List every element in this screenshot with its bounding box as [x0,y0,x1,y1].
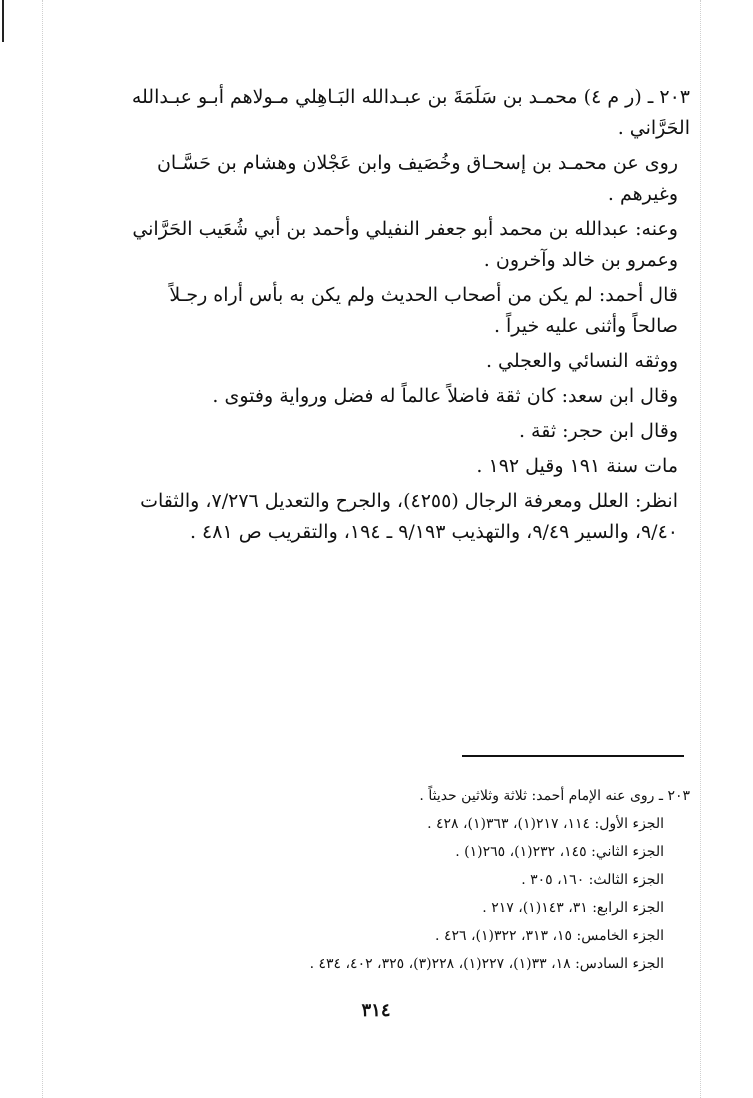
narrated-from-line: روى عن محمـد بن إسحـاق وخُصَيف وابن عَجْلان وهشام بن حَسَّـان [156,152,678,174]
narrators-line: وعمرو بن خالد وآخرون . [483,249,678,271]
entry-heading [60,82,690,144]
ahmad-opinion-line: قال أحمد: لم يكن من أصحاب الحديث ولم يكن به بأس أراه رجـلاً [169,284,678,306]
narrated-from-line: وغيرهم . [607,183,678,205]
footnote-part-line: الجزء الرابع: ٣١، ١٤٣(١)، ٢١٧ . [482,900,664,916]
footnote-separator [462,755,684,757]
nasai-opinion [60,346,690,377]
entry-heading-line: ٢٠٣ ـ (ر م ٤) محمـد بن سَلَمَةَ بن عبـدالله البَـاهِلي مـولاهم أبـو عبـدالله [131,86,690,108]
narrators [60,214,690,276]
right-dotted-border [700,0,702,1098]
references-line: انظر: العلل ومعرفة الرجال (٤٢٥٥)، والجرح والتعديل ٧/٢٧٦، والثقات [140,490,678,512]
ibn-saad-opinion [60,381,690,412]
footnote-part-line: الجزء السادس: ١٨، ٣٣(١)، ٢٢٧(١)، ٢٢٨(٣)، ٣٢٥، ٤٠٢، ٤٣٤ . [309,956,664,972]
footnote-heading: ٢٠٣ ـ روى عنه الإمام أحمد: ثلاثة وثلاثين حديثاً . [419,788,690,804]
death-date-line: مات سنة ١٩١ وقيل ١٩٢ . [476,455,678,477]
ahmad-opinion-line: صالحاً وأثنى عليه خيراً . [493,315,678,337]
footnote [160,782,690,978]
narrated-from [60,148,690,210]
death-date [60,451,690,482]
narrators-line: وعنه: عبدالله بن محمد أبو جعفر النفيلي وأحمد بن أبي شُعَيب الحَرَّاني [132,218,678,240]
ibn-saad-opinion-line: وقال ابن سعد: كان ثقة فاضلاً عالماً له فضل ورواية وفتوى . [212,385,678,407]
left-dotted-border [42,0,44,1098]
footnote-part-line: الجزء الخامس: ١٥، ٣١٣، ٣٢٢(١)، ٤٢٦ . [435,928,664,944]
ibn-hajar-opinion [60,416,690,447]
entry-heading-line: الحَرَّاني . [617,117,690,139]
ahmad-opinion [60,280,690,342]
page-edge-mark [2,0,5,42]
footnote-part-line: الجزء الثالث: ١٦٠، ٣٠٥ . [521,872,664,888]
footnote-part-line: الجزء الأول: ١١٤، ٢١٧(١)، ٣٦٣(١)، ٤٢٨ . [427,816,664,832]
nasai-opinion-line: ووثقه النسائي والعجلي . [485,350,678,372]
ibn-hajar-opinion-line: وقال ابن حجر: ثقة . [518,420,678,442]
references [60,486,690,548]
entry-body [60,82,690,552]
references-line: ٩/٤٠، والسير ٩/٤٩، والتهذيب ٩/١٩٣ ـ ١٩٤، والتقريب ص ٤٨١ . [189,521,678,543]
footnote-part-line: الجزء الثاني: ١٤٥، ٢٣٢(١)، ٢٦٥(١) . [455,844,664,860]
page-number: ٣١٤ [361,1000,391,1021]
